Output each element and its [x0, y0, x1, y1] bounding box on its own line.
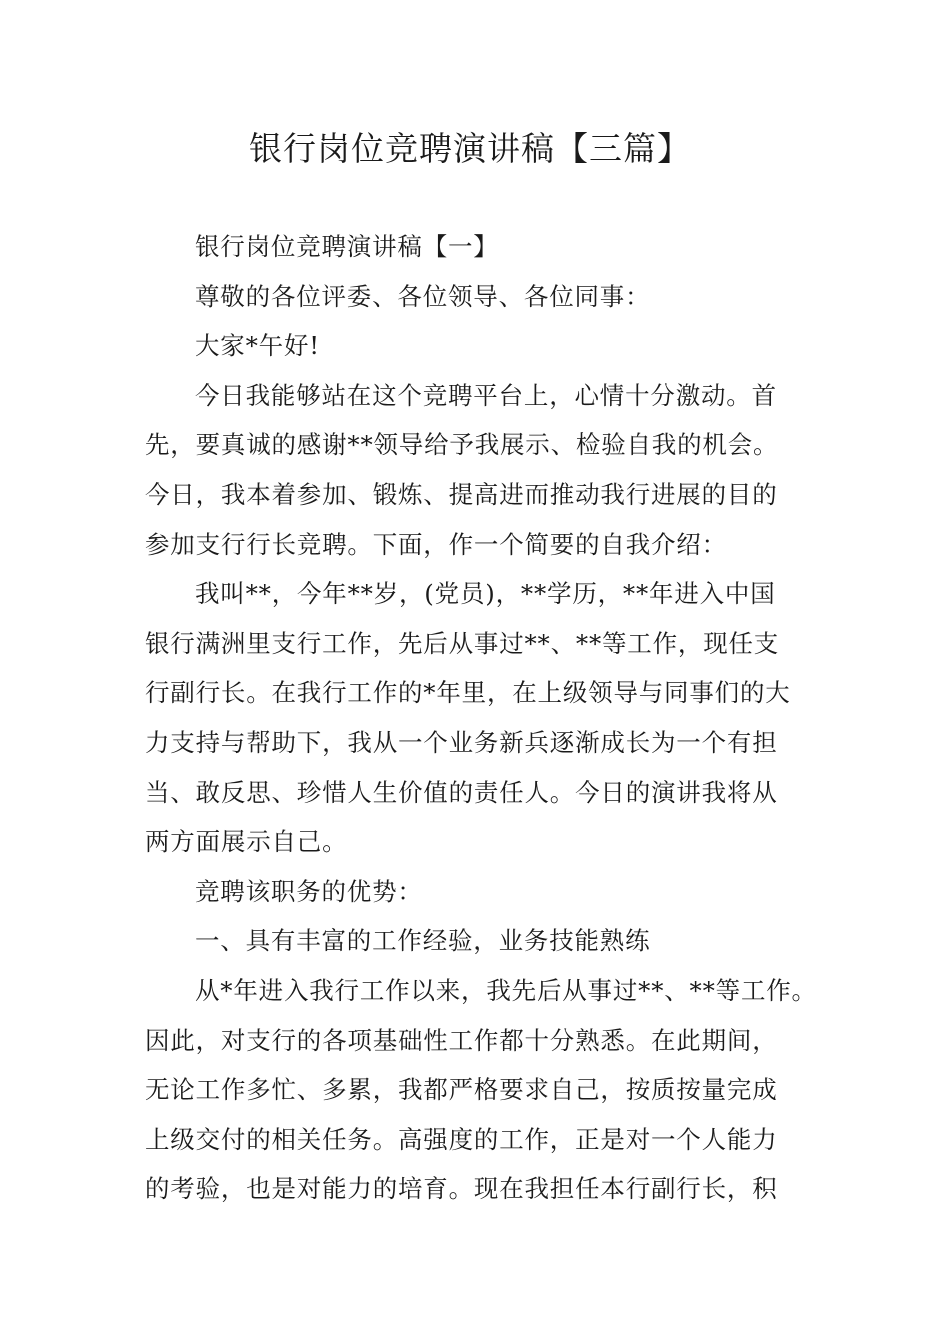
text-line: 大家*午好! — [195, 331, 320, 361]
text-line: 今日我能够站在这个竞聘平台上，心情十分激动。首 — [195, 380, 777, 410]
text-line: 银行满洲里支行工作，先后从事过**、**等工作，现任支 — [145, 628, 780, 658]
text-line: 银行岗位竞聘演讲稿【一】 — [195, 232, 499, 261]
text-line: 先，要真诚的感谢**领导给予我展示、检验自我的机会。 — [145, 430, 779, 460]
text-line: 一、具有丰富的工作经验，业务技能熟练 — [195, 926, 651, 956]
text-line: 两方面展示自己。 — [145, 827, 348, 857]
document-title: 银行岗位竞聘演讲稿【三篇】 — [249, 129, 691, 168]
text-line: 尊敬的各位评委、各位领导、各位同事： — [195, 281, 651, 311]
text-line: 上级交付的相关任务。高强度的工作，正是对一个人能力 — [145, 1124, 778, 1154]
text-line: 当、敢反思、珍惜人生价值的责任人。今日的演讲我将从 — [145, 777, 778, 807]
text-line: 我叫**，今年**岁，(党员)，**学历，**年进入中国 — [195, 579, 776, 609]
text-line: 竞聘该职务的优势： — [195, 876, 423, 906]
text-line: 因此，对支行的各项基础性工作都十分熟悉。在此期间， — [145, 1025, 778, 1055]
text-line: 参加支行行长竞聘。下面，作一个简要的自我介绍： — [145, 529, 727, 559]
text-line: 无论工作多忙、多累，我都严格要求自己，按质按量完成 — [145, 1075, 778, 1105]
text-line: 的考验，也是对能力的培育。现在我担任本行副行长，积 — [145, 1174, 778, 1204]
text-line: 行副行长。在我行工作的*年里，在上级领导与同事们的大 — [145, 678, 791, 708]
text-line: 今日，我本着参加、锻炼、提高进而推动我行进展的目的 — [145, 479, 778, 509]
document-body — [145, 222, 835, 1214]
text-line: 从*年进入我行工作以来，我先后从事过**、**等工作。 — [195, 975, 817, 1005]
text-line: 力支持与帮助下，我从一个业务新兵逐渐成长为一个有担 — [145, 727, 778, 757]
